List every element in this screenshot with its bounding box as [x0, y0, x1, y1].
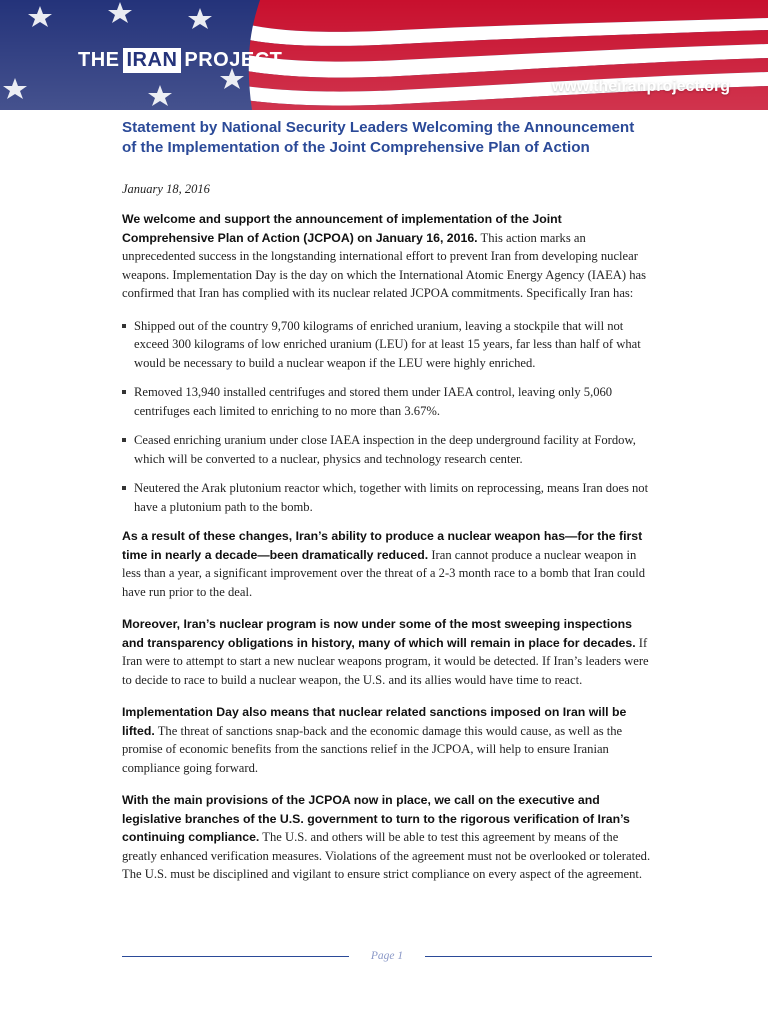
document-title: Statement by National Security Leaders Welcoming the Announcement of the Implementation of the Joint Comprehensive Plan of Action — [122, 119, 635, 156]
list-item: Shipped out of the country 9,700 kilograms of enriched uranium, leaving a stockpile that will not exceed 300 kilograms of low enriched uranium (LEU) for at least 15 years, far less than half of what would be necessary to build a nuclear weapon if the LEU were highly enriched. — [122, 317, 652, 373]
website-url[interactable]: www.theiranproject.org — [551, 78, 730, 95]
page-footer — [122, 946, 652, 966]
paragraph-inspections — [122, 615, 652, 689]
paragraph-text: Iran cannot produce a nuclear weapon in less than a year, a significant improvement over the threat of a 2-3 month race to a bomb that Iran could have run prior to the deal. — [122, 547, 646, 599]
paragraph-lead: As a result of these changes, Iran’s ability to produce a nuclear weapon has—for the first time in nearly a decade—been dramatically reduced. — [122, 529, 643, 562]
paragraph-capability-reduced — [122, 527, 652, 601]
intro-paragraph — [122, 210, 652, 303]
document-date: January 18, 2016 — [122, 182, 210, 196]
footer-rule-left — [122, 956, 349, 957]
commitments-list — [122, 317, 652, 517]
flag-banner — [0, 0, 768, 110]
list-item: Removed 13,940 installed centrifuges and stored them under IAEA control, leaving only 5,060 centrifuges each limited to enriching to no more than 3.67%. — [122, 383, 652, 420]
intro-lead: We welcome and support the announcement of implementation of the Joint Comprehensive Plan of Action (JCPOA) on January 16, 2016. — [122, 212, 562, 245]
logo-text-the: THE — [78, 48, 120, 71]
paragraph-lead: With the main provisions of the JCPOA now in place, we call on the executive and legislative branches of the U.S. government to turn to the rigorous verification of Iran’s continuing compliance. — [122, 793, 630, 844]
intro-text: This action marks an unprecedented success in the longstanding international effort to prevent Iran from developing nuclear weapons. Implementation Day is the day on which the International Atomic Energy Agency (IAEA) has confirmed that Iran has complied with its nuclear related JCPOA commitments. Specifically Iran has: — [122, 230, 647, 300]
paragraph-sanctions — [122, 703, 652, 777]
paragraph-lead: Moreover, Iran’s nuclear program is now under some of the most sweeping inspections and transparency obligations in history, many of which will remain in place for decades. — [122, 617, 636, 650]
footer-rule-right — [425, 956, 652, 957]
paragraph-lead: Implementation Day also means that nuclear related sanctions imposed on Iran will be lifted. — [122, 705, 627, 738]
iran-project-logo — [78, 45, 282, 75]
list-item: Ceased enriching uranium under close IAEA inspection in the deep underground facility at Fordow, which will be converted to a nuclear, physics and technology research center. — [122, 431, 652, 468]
page-number: Page 1 — [370, 950, 404, 962]
paragraph-text: If Iran were to attempt to start a new nuclear weapons program, it would be detected. If Iran’s leaders were to decide to race to build a nuclear weapon, the U.S. and its allies would have time to react. — [122, 635, 649, 687]
list-item: Neutered the Arak plutonium reactor which, together with limits on reprocessing, means Iran does not have a plutonium path to the bomb. — [122, 479, 652, 516]
logo-text-project: PROJECT — [184, 48, 283, 71]
statement-body — [122, 118, 652, 898]
paragraph-verification — [122, 791, 652, 884]
paragraph-text: The threat of sanctions snap-back and the economic damage this would cause, as well as the promise of economic benefits from the sanctions relief in the JCPOA, will help to ensure Iranian compliance going forward. — [122, 723, 623, 775]
paragraph-text: The U.S. and others will be able to test this agreement by means of the greatly enhanced verification measures. Violations of the agreement must not be overlooked or tolerated. The U.S. must be disciplined and vigilant to ensure strict compliance on every aspect of the agreement. — [122, 830, 651, 881]
logo-text-iran: IRAN — [123, 48, 182, 73]
